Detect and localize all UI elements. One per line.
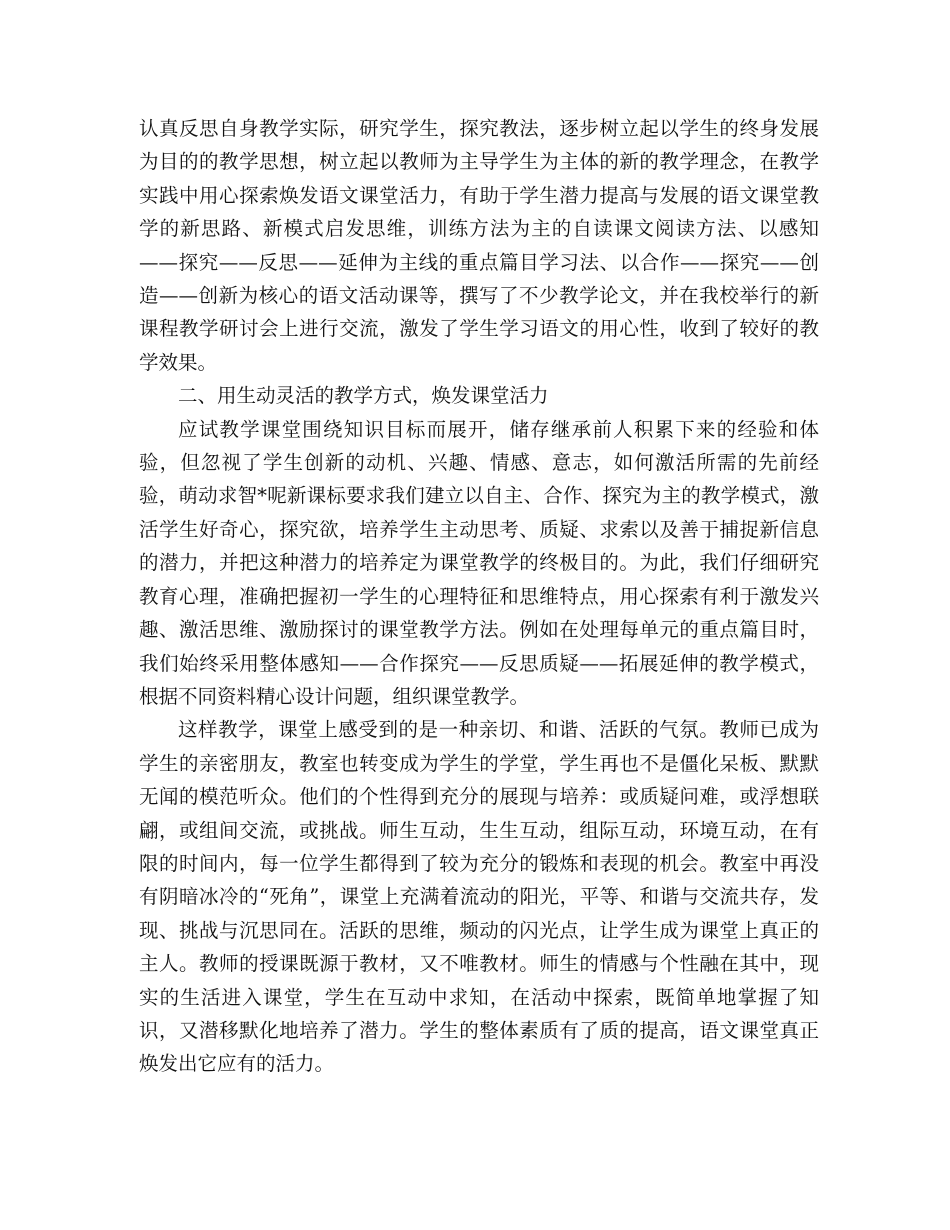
paragraph-continuation: 认真反思自身教学实际，研究学生，探究教法，逐步树立起以学生的终身发展为目的的教学思想，树立起以教师为主导学生为主体的新的教学理念，在教学实践中用心探索焕发语文课堂活力，有助于学生潜力提高与发展的语文课堂教学的新思路、新模式启发思维，训练方法为主的自读课文阅读方法、以感知——探究——反思——延伸为主线的重点篇目学习法、以合作——探究——创造——创新为核心的语文活动课等，撰写了不少教学论文，并在我校举行的新课程教学研讨会上进行交流，激发了学生学习语文的用心性，收到了较好的教学效果。 [139,117,819,374]
section-heading: 二、用生动灵活的教学方式，焕发课堂活力 [178,384,549,408]
paragraph: 这样教学，课堂上感受到的是一种亲切、和谐、活跃的气氛。教师已成为学生的亲密朋友，教室也转变成为学生的学堂，学生再也不是僵化呆板、默默无闻的模范听众。他们的个性得到充分的展现与培养：或质疑问难，或浮想联翩，或组间交流，或挑战。师生互动，生生互动，组际互动，环境互动，在有限的时间内，每一位学生都得到了较为充分的锻炼和表现的机会。教室中再没有阴暗冰冷的“死角”，课堂上充满着流动的阳光，平等、和谐与交流共存，发现、挑战与沉思同在。活跃的思维，频动的闪光点，让学生成为课堂上真正的主人。教师的授课既源于教材，又不唯教材。师生的情感与个性融在其中，现实的生活进入课堂，学生在互动中求知，在活动中探索，既简单地掌握了知识，又潜移默化地培养了潜力。学生的整体素质有了质的提高，语文课堂真正焕发出它应有的活力。 [139,718,819,1076]
paragraph: 应试教学课堂围绕知识目标而展开，储存继承前人积累下来的经验和体验，但忽视了学生创新的动机、兴趣、情感、意志，如何激活所需的先前经验，萌动求智*呢新课标要求我们建立以自主、合作、探究为主的教学模式，激活学生好奇心，探究欲，培养学生主动思考、质疑、求索以及善于捕捉新信息的潜力，并把这种潜力的培养定为课堂教学的终极目的。为此，我们仔细研究教育心理，准确把握初一学生的心理特征和思维特点，用心探索有利于激发兴趣、激活思维、激励探讨的课堂教学方法。例如在处理每单元的重点篇目时，我们始终采用整体感知——合作探究——反思质疑——拓展延伸的教学模式，根据不同资料精心设计问题，组织课堂教学。 [139,417,819,708]
document-body [139,112,819,1081]
